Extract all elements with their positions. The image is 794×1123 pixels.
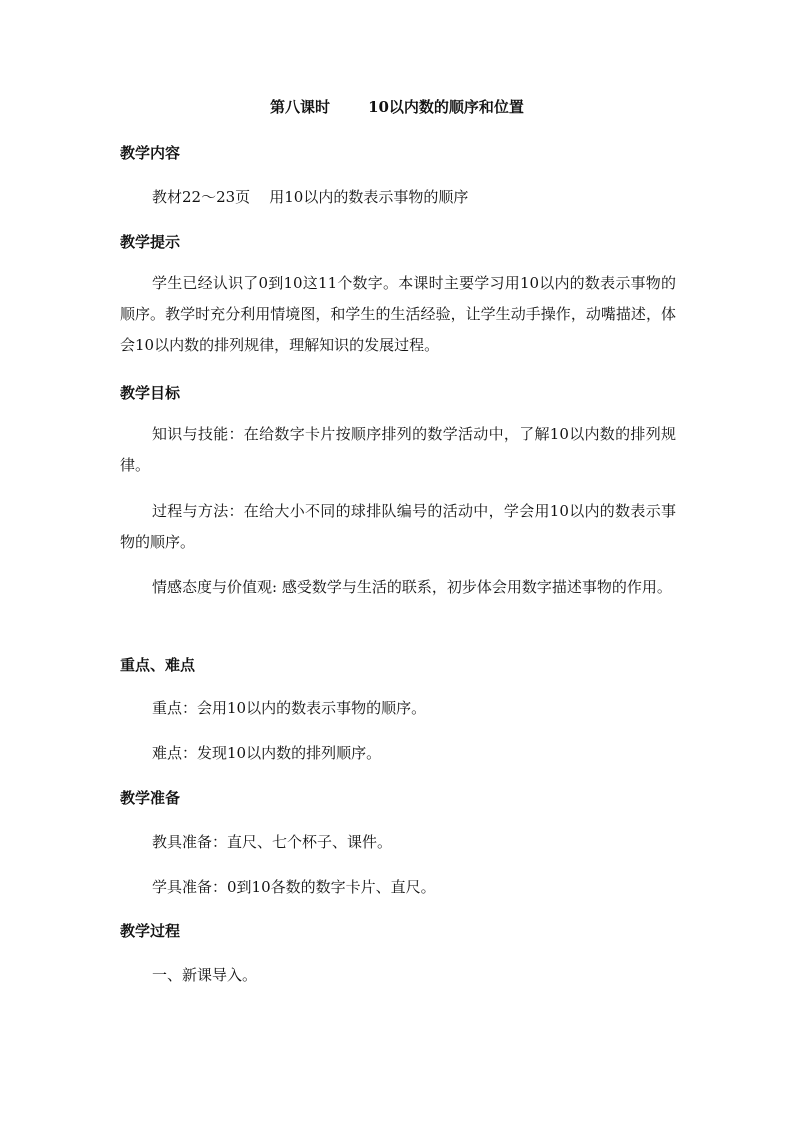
content-text: 教材22～23页 用10以内的数表示事物的顺序 — [152, 188, 469, 206]
teacher-materials-text: 教具准备：直尺、七个杯子、课件。 — [152, 833, 393, 851]
lesson-topic: 10以内数的顺序和位置 — [368, 98, 524, 116]
tips-paragraph: 学生已经认识了0到10这11个数字。本课时主要学习用10以内的数表示事物的顺序。教学时充分利用情境图，和学生的生活经验，让学生动手操作，动嘴描述，体会10以内数的排列规律，理解知识的发展过程。 — [120, 274, 676, 354]
section-heading-key-points: 重点、难点 — [120, 656, 196, 674]
section-heading-process: 教学过程 — [120, 922, 181, 940]
lesson-number: 第八课时 — [270, 98, 331, 116]
section-heading-tips: 教学提示 — [120, 233, 181, 251]
process-step-1: 一、新课导入。 — [152, 966, 258, 984]
section-heading-preparation: 教学准备 — [120, 789, 181, 807]
goal-attitude-paragraph: 情感态度与价值观: 感受数学与生活的联系，初步体会用数字描述事物的作用。 — [152, 578, 672, 596]
goal-knowledge-paragraph: 知识与技能：在给数字卡片按顺序排列的数学活动中，了解10以内数的排列规律。 — [120, 425, 676, 474]
lesson-title — [0, 96, 794, 117]
goal-process-paragraph: 过程与方法：在给大小不同的球排队编号的活动中，学会用10以内的数表示事物的顺序。 — [120, 502, 676, 551]
student-materials-text: 学具准备：0到10各数的数字卡片、直尺。 — [152, 878, 436, 896]
difficult-point-text: 难点：发现10以内数的排列顺序。 — [152, 744, 382, 762]
section-heading-goals: 教学目标 — [120, 384, 181, 402]
section-heading-content: 教学内容 — [120, 144, 181, 162]
key-point-text: 重点：会用10以内的数表示事物的顺序。 — [152, 699, 427, 717]
